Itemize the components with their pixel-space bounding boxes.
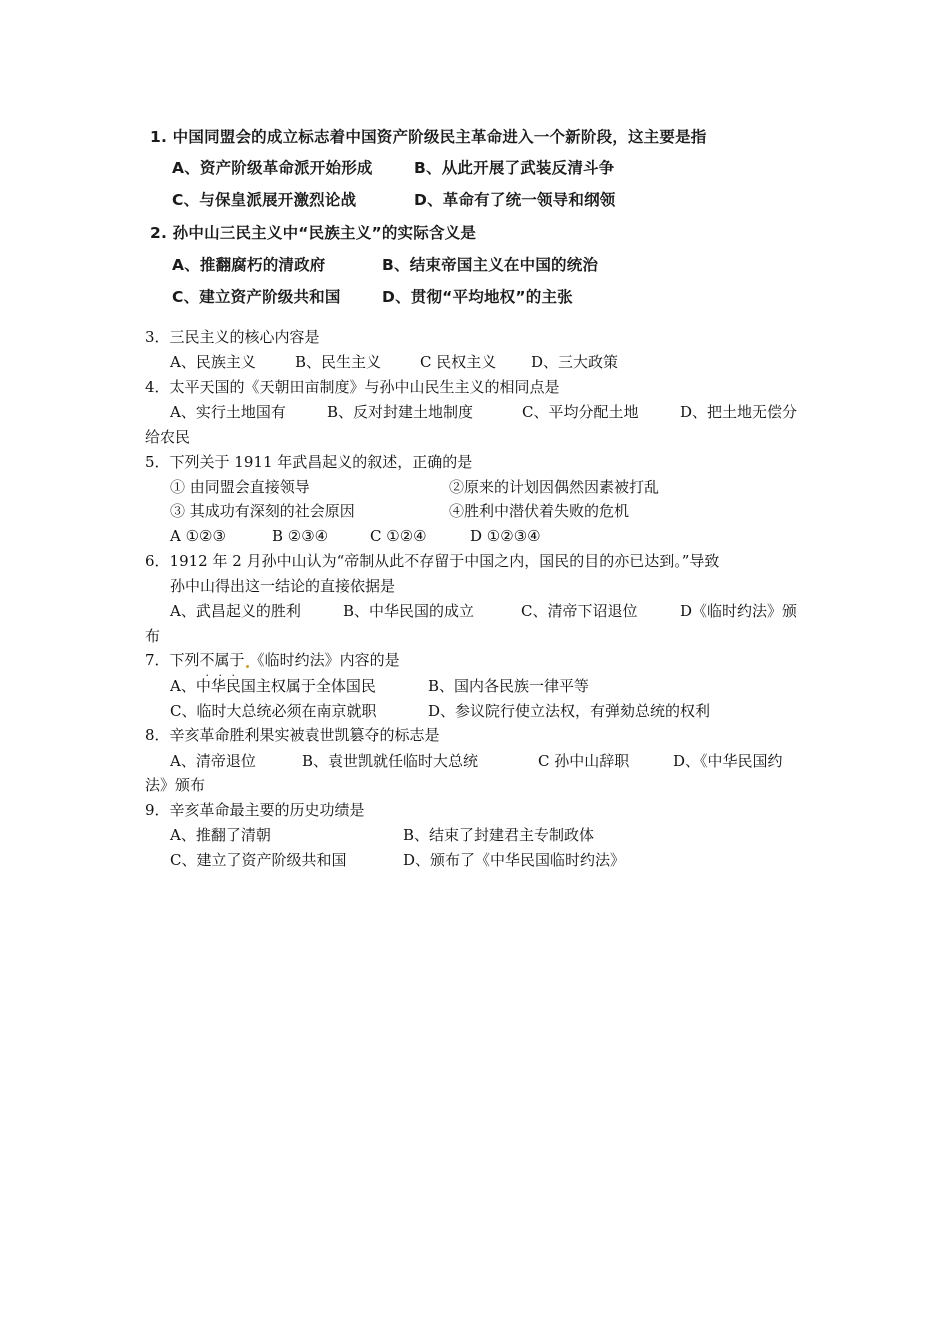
question-2-option-a: A、推翻腐朽的清政府 [172, 256, 326, 274]
question-7-option-d: D、参议院行使立法权，有弹劾总统的权利 [428, 702, 711, 720]
question-5-statement-1: ① 由同盟会直接领导 [170, 478, 310, 496]
question-4-option-b: B、反对封建土地制度 [327, 403, 474, 421]
question-1-option-a: A、资产阶级革命派开始形成 [172, 159, 373, 177]
question-5-statement-2: ②原来的计划因偶然因素被打乱 [449, 478, 660, 496]
question-4-stem: 4．太平天国的《天朝田亩制度》与孙中山民生主义的相同点是 [145, 378, 560, 396]
question-9-option-d: D、颁布了《中华民国临时约法》 [403, 851, 626, 869]
question-9-option-a: A、推翻了清朝 [170, 826, 271, 844]
question-2-stem: 2. 孙中山三民主义中“民族主义”的实际含义是 [150, 224, 477, 242]
question-6-stem-continued: 孙中山得出这一结论的直接依据是 [170, 577, 396, 595]
question-5-option-b: B ②③④ [272, 527, 329, 545]
question-3-option-a: A、民族主义 [170, 353, 256, 371]
question-8-stem: 8．辛亥革命胜利果实被袁世凯篡夺的标志是 [145, 726, 440, 744]
question-1-option-d: D、革命有了统一领导和纲领 [414, 191, 616, 209]
question-7-stem-prefix: 7．下列 [145, 651, 200, 669]
stray-mark [246, 665, 249, 668]
question-2-option-d: D、贯彻“平均地权”的主张 [382, 288, 573, 306]
question-8-continuation: 法》颁布 [145, 776, 206, 794]
question-7-stem-emphasis: 不属于 · · · [200, 651, 245, 669]
question-6-option-c: C、清帝下诏退位 [521, 602, 638, 620]
question-1-stem: 1. 中国同盟会的成立标志着中国资产阶级民主革命进入一个新阶段，这主要是指 [150, 128, 707, 146]
question-3-option-c: C 民权主义 [420, 353, 497, 371]
question-7-stem [145, 650, 400, 670]
question-1-option-b: B、从此开展了武装反清斗争 [414, 159, 615, 177]
question-4-option-c: C、平均分配土地 [522, 403, 639, 421]
question-7-stem-suffix: 《临时约法》内容的是 [249, 651, 400, 669]
question-5-option-d: D ①②③④ [470, 527, 541, 545]
question-6-option-d: D《临时约法》颁 [680, 602, 798, 620]
question-5-option-c: C ①②④ [370, 527, 427, 545]
question-8-option-d: D、《中华民国约 [673, 752, 783, 770]
question-6-option-b: B、中华民国的成立 [343, 602, 475, 620]
question-5-statement-4: ④胜利中潜伏着失败的危机 [449, 502, 630, 520]
question-6-continuation: 布 [145, 627, 161, 645]
question-5-stem: 5．下列关于 1911 年武昌起义的叙述，正确的是 [145, 453, 473, 471]
question-5-option-a: A ①②③ [170, 527, 226, 545]
question-7-option-b: B、国内各民族一律平等 [428, 677, 590, 695]
question-9-option-c: C、建立了资产阶级共和国 [170, 851, 347, 869]
question-8-option-c: C 孙中山辞职 [538, 752, 630, 770]
question-5-statement-3: ③ 其成功有深刻的社会原因 [170, 502, 355, 520]
question-9-option-b: B、结束了封建君主专制政体 [403, 826, 595, 844]
question-2-option-b: B、结束帝国主义在中国的统治 [382, 256, 599, 274]
question-3-stem: 3．三民主义的核心内容是 [145, 328, 320, 346]
question-8-option-a: A、清帝退位 [170, 752, 256, 770]
question-4-option-d: D、把土地无偿分 [680, 403, 798, 421]
question-1-option-c: C、与保皇派展开激烈论战 [172, 191, 357, 209]
question-9-stem: 9．辛亥革命最主要的历史功绩是 [145, 801, 365, 819]
question-7-option-a: A、中华民国主权属于全体国民 [170, 677, 376, 695]
question-3-option-b: B、民生主义 [295, 353, 382, 371]
question-6-option-a: A、武昌起义的胜利 [170, 602, 301, 620]
question-7-option-c: C、临时大总统必须在南京就职 [170, 702, 377, 720]
question-4-continuation: 给农民 [145, 428, 191, 446]
question-4-option-a: A、实行土地国有 [170, 403, 286, 421]
question-6-stem: 6．1912 年 2 月孙中山认为“帝制从此不存留于中国之内，国民的目的亦已达到。”导致 [145, 552, 720, 570]
question-3-option-d: D、三大政策 [531, 353, 619, 371]
question-2-option-c: C、建立资产阶级共和国 [172, 288, 341, 306]
question-8-option-b: B、袁世凯就任临时大总统 [302, 752, 479, 770]
